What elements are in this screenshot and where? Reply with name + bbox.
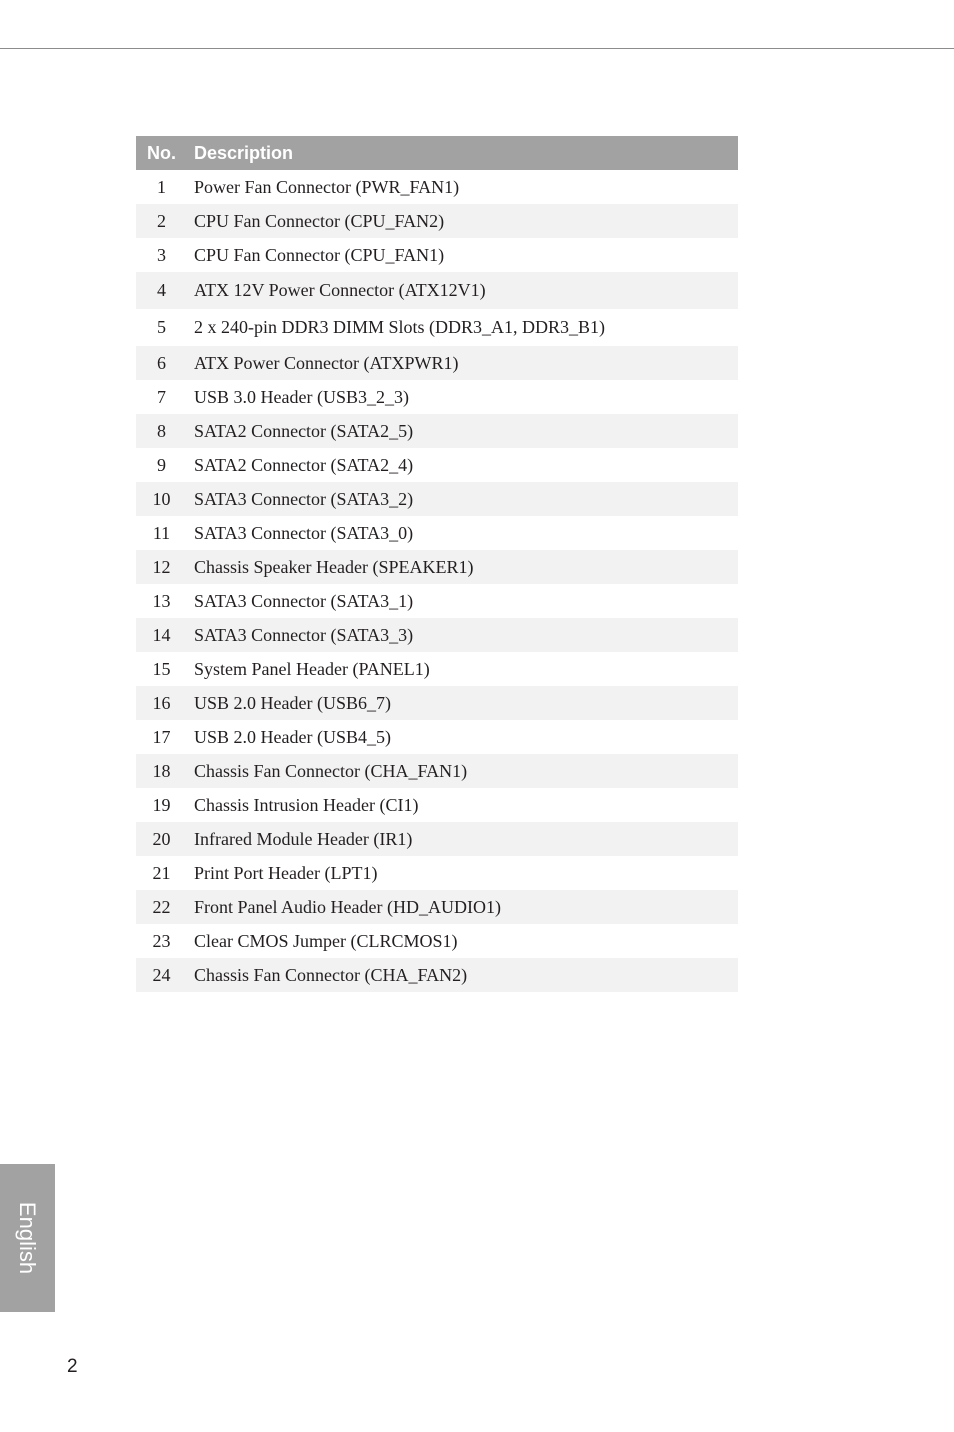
row-description: Front Panel Audio Header (HD_AUDIO1) — [184, 890, 738, 924]
row-number: 5 — [157, 317, 166, 337]
row-number: 19 — [152, 794, 171, 815]
table-row — [136, 720, 738, 754]
row-description: USB 3.0 Header (USB3_2_3) — [194, 386, 409, 407]
row-number: 22 — [136, 890, 184, 924]
column-header-description: Description — [184, 136, 738, 170]
row-description: ATX 12V Power Connector (ATX12V1) — [184, 272, 738, 309]
table-row — [136, 380, 738, 414]
row-number: 6 — [136, 346, 184, 380]
table-row — [136, 958, 738, 992]
row-number: 18 — [136, 754, 184, 788]
row-number: 7 — [157, 386, 166, 407]
row-description: USB 2.0 Header (USB6_7) — [184, 686, 738, 720]
table-row — [136, 584, 738, 618]
table-row — [136, 618, 738, 652]
row-number: 11 — [152, 522, 171, 543]
row-description: SATA3 Connector (SATA3_1) — [194, 590, 414, 611]
row-description: ATX Power Connector (ATXPWR1) — [184, 346, 738, 380]
column-header-no: No. — [136, 136, 184, 170]
table-row — [136, 238, 738, 272]
row-description: Print Port Header (LPT1) — [194, 862, 378, 883]
row-description: Chassis Fan Connector (CHA_FAN1) — [184, 754, 738, 788]
row-description: CPU Fan Connector (CPU_FAN1) — [194, 244, 445, 265]
connector-description-table — [136, 136, 738, 992]
table-row — [136, 448, 738, 482]
row-number: 24 — [136, 958, 184, 992]
table-row — [136, 550, 738, 584]
table-row — [136, 346, 738, 380]
row-number: 12 — [136, 550, 184, 584]
table-row — [136, 516, 738, 550]
row-description: SATA2 Connector (SATA2_4) — [194, 454, 414, 475]
row-number: 9 — [157, 454, 166, 475]
row-description: Chassis Fan Connector (CHA_FAN2) — [184, 958, 738, 992]
row-description: Chassis Intrusion Header (CI1) — [194, 794, 419, 815]
row-number: 1 — [157, 176, 166, 197]
row-description: SATA2 Connector (SATA2_5) — [184, 414, 738, 448]
row-number: 4 — [136, 272, 184, 309]
table-row — [136, 822, 738, 856]
row-description: Clear CMOS Jumper (CLRCMOS1) — [194, 930, 458, 951]
table-header-row — [136, 136, 738, 170]
row-number: 14 — [136, 618, 184, 652]
row-description: CPU Fan Connector (CPU_FAN2) — [184, 204, 738, 238]
table-row — [136, 890, 738, 924]
row-description: USB 2.0 Header (USB4_5) — [194, 726, 391, 747]
row-description: 2 x 240-pin DDR3 DIMM Slots (DDR3_A1, DDR3_B1) — [194, 317, 606, 337]
table-row — [136, 170, 738, 204]
table-row — [136, 204, 738, 238]
row-number: 23 — [152, 930, 171, 951]
table-row — [136, 652, 738, 686]
table-body — [136, 170, 738, 992]
row-number: 17 — [152, 726, 171, 747]
table-row — [136, 482, 738, 516]
table-row — [136, 754, 738, 788]
page-number: 2 — [67, 1356, 78, 1377]
row-number: 2 — [136, 204, 184, 238]
table-row — [136, 686, 738, 720]
table-row — [136, 924, 738, 958]
top-rule — [0, 48, 954, 49]
row-description: System Panel Header (PANEL1) — [194, 658, 430, 679]
row-description: SATA3 Connector (SATA3_0) — [194, 522, 414, 543]
table-row — [136, 856, 738, 890]
row-number: 15 — [152, 658, 171, 679]
row-description: Infrared Module Header (IR1) — [184, 822, 738, 856]
table-row — [136, 788, 738, 822]
table-row — [136, 309, 738, 346]
row-number: 10 — [136, 482, 184, 516]
row-number: 21 — [152, 862, 171, 883]
row-description: SATA3 Connector (SATA3_3) — [184, 618, 738, 652]
table-row — [136, 272, 738, 309]
row-number: 3 — [157, 244, 166, 265]
row-description: Power Fan Connector (PWR_FAN1) — [194, 176, 460, 197]
row-number: 20 — [136, 822, 184, 856]
row-description: Chassis Speaker Header (SPEAKER1) — [184, 550, 738, 584]
language-tab-label: English — [15, 1201, 40, 1275]
table-row — [136, 414, 738, 448]
row-description: SATA3 Connector (SATA3_2) — [184, 482, 738, 516]
row-number: 13 — [152, 590, 171, 611]
language-tab — [0, 1164, 55, 1312]
row-number: 16 — [136, 686, 184, 720]
row-number: 8 — [136, 414, 184, 448]
